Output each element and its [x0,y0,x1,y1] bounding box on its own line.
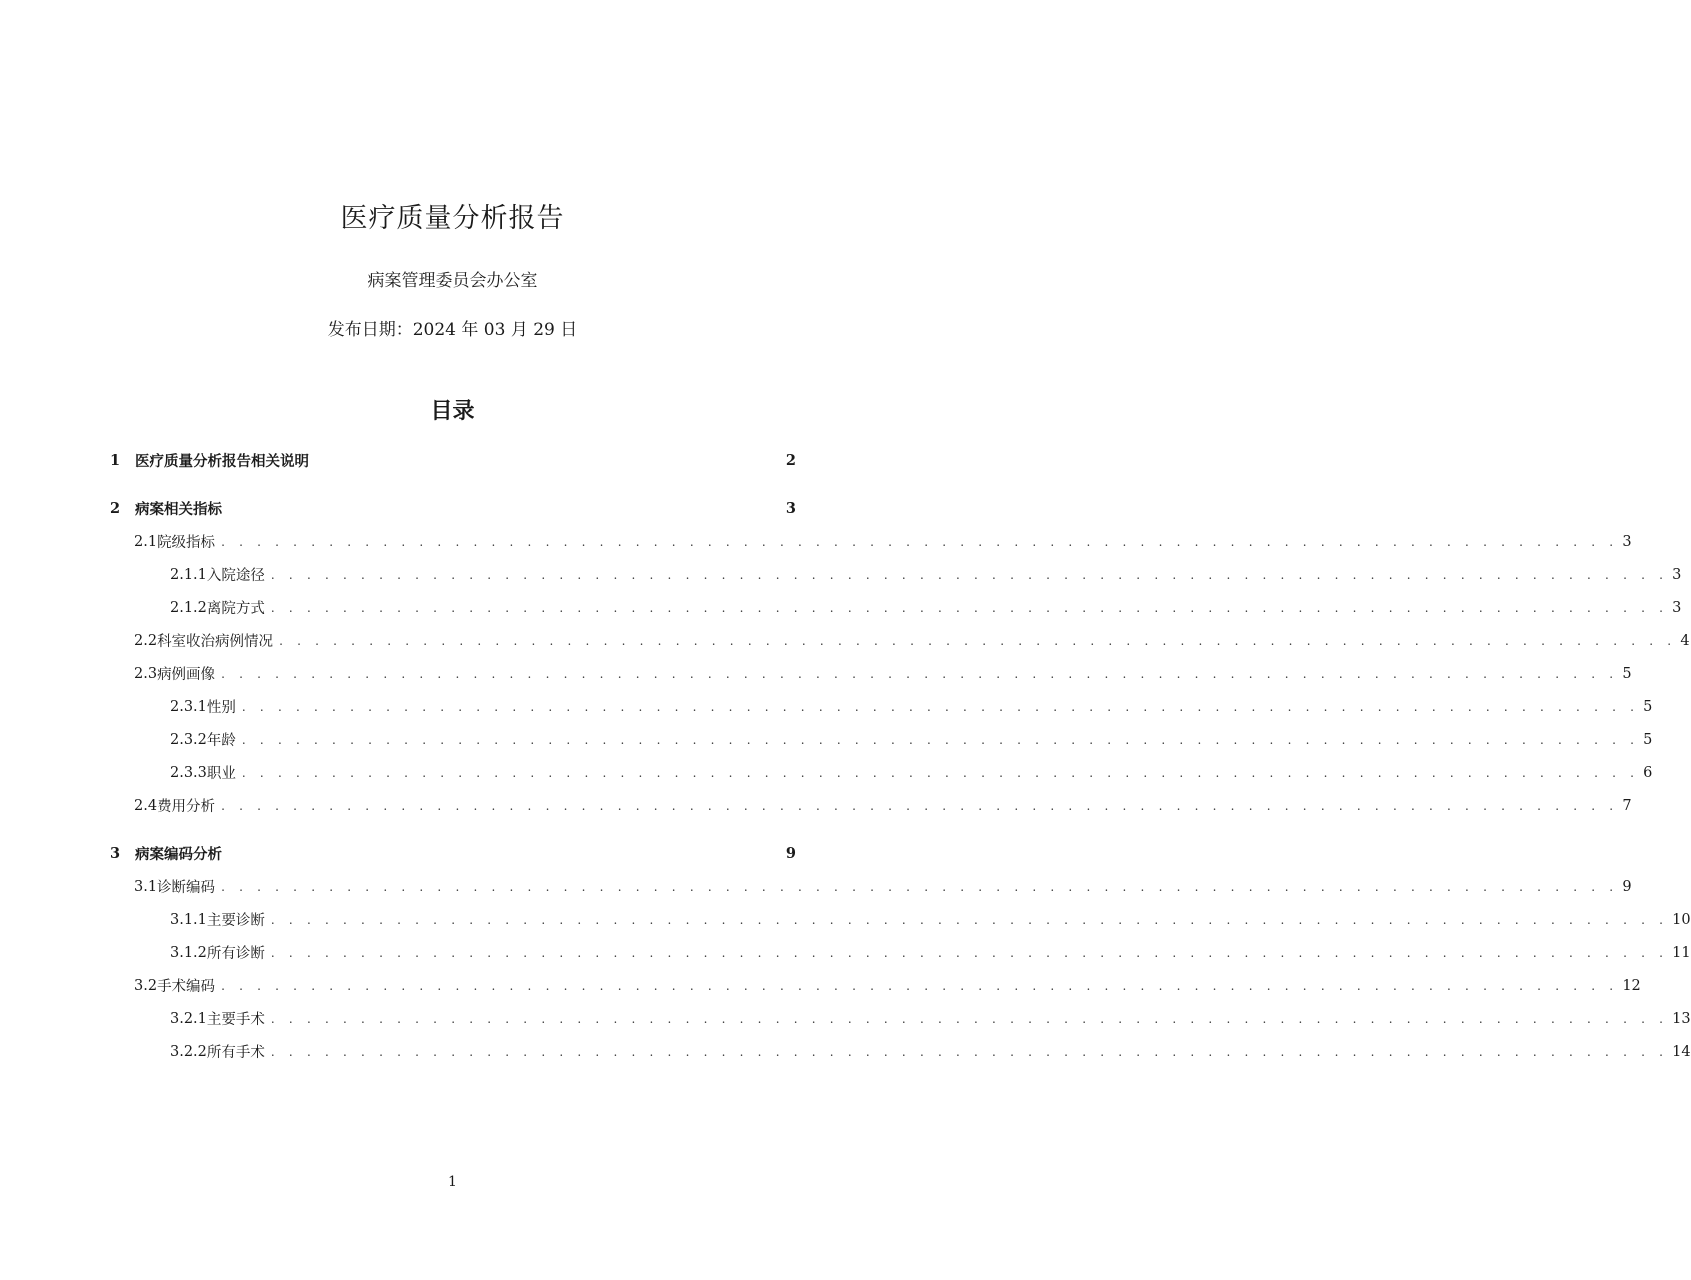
toc-entry-number: 3 [110,844,121,862]
publish-date: 发布日期：2024 年 03 月 29 日 [327,320,578,340]
toc-entry-number: 1 [110,451,121,469]
page-number: 1 [448,1174,457,1190]
toc-entry-page: 11 [1672,944,1691,961]
toc-entry-2-1[interactable] [110,525,1632,558]
toc-entry-page: 13 [1672,1010,1691,1027]
toc-leader-dots: . . . . . . . . . . . . . . . . . . . . . . . . . . . . . . . . . . . . . . . . . . . . . . . . . . . . . . . . . . . . . . . . . . . . . . . . . . . . . . [221,879,1619,894]
toc-entry-page: 6 [1643,764,1653,781]
toc-leader-dots: . . . . . . . . . . . . . . . . . . . . . . . . . . . . . . . . . . . . . . . . . . . . . . . . . . . . . . . . . . . . . . . . . . . . . . . . . . . . . . [270,945,1669,960]
toc-entry-label: 院级指标 [157,535,216,551]
toc-leader-dots: . . . . . . . . . . . . . . . . . . . . . . . . . . . . . . . . . . . . . . . . . . . . . . . . . . . . . . . . . . . . . . . . . . . . . . . . . . . . . . [270,600,1669,615]
toc-entry-label: 年龄 [206,733,236,749]
toc-entry-page: 3 [785,499,796,517]
toc-entry-3-1-1[interactable] [110,903,1691,936]
toc-entry-number: 2.1.2 [170,599,207,616]
toc-leader-dots: . . . . . . . . . . . . . . . . . . . . . . . . . . . . . . . . . . . . . . . . . . . . . . . . . . . . . . . . . . . . . . . . . . . . . . . . . . . . . . [221,978,1619,993]
toc-entry-number: 2.3.3 [170,764,207,781]
toc-entry-label: 科室收治病例情况 [157,634,274,650]
toc-entry-page: 12 [1622,977,1641,994]
toc-heading: 目录 [430,399,475,424]
toc-entry-number: 3.2.1 [170,1010,207,1027]
toc-entry-number: 2.1.1 [170,566,207,583]
toc-entry-page: 3 [1672,599,1682,616]
toc-entry-label: 所有手术 [206,1045,265,1061]
toc-entry-page: 5 [1643,731,1653,748]
toc-entry-3-1-2[interactable] [110,936,1691,969]
organization: 病案管理委员会办公室 [367,271,538,291]
toc-entry-number: 3.1.2 [170,944,207,961]
toc-entry-number: 2 [110,499,121,517]
toc-leader-dots: . . . . . . . . . . . . . . . . . . . . . . . . . . . . . . . . . . . . . . . . . . . . . . . . . . . . . . . . . . . . . . . . . . . . . . . . . . . . . . [270,567,1669,582]
toc-entry-label: 职业 [206,766,236,782]
toc-entry-page: 3 [1622,533,1632,550]
toc-leader-dots: . . . . . . . . . . . . . . . . . . . . . . . . . . . . . . . . . . . . . . . . . . . . . . . . . . . . . . . . . . . . . . . . . . . . . . . . . . . . . . [241,732,1640,747]
toc-entry-number: 2.4 [134,797,158,814]
toc-entry-2-3-1[interactable] [110,690,1653,723]
toc-entry-label: 主要诊断 [206,913,265,929]
toc-entry-page: 3 [1672,566,1682,583]
toc-leader-dots: . . . . . . . . . . . . . . . . . . . . . . . . . . . . . . . . . . . . . . . . . . . . . . . . . . . . . . . . . . . . . . . . . . . . . . . . . . . . . . [270,1011,1669,1026]
toc-entry-label: 手术编码 [157,979,216,995]
toc-entry-2-1-1[interactable] [110,558,1682,591]
toc-entry-number: 3.2.2 [170,1043,207,1060]
toc-entry-label: 医疗质量分析报告相关说明 [135,452,309,470]
toc-entry-page: 14 [1672,1043,1691,1060]
toc-entry-label: 离院方式 [206,601,265,617]
toc-entry-2-3-3[interactable] [110,756,1653,789]
toc-leader-dots: . . . . . . . . . . . . . . . . . . . . . . . . . . . . . . . . . . . . . . . . . . . . . . . . . . . . . . . . . . . . . . . . . . . . . . . . . . . . . . [221,798,1619,813]
toc-entry-number: 3.1 [134,878,158,895]
toc-entry-page: 2 [785,451,796,469]
toc-entry-3-2-2[interactable] [110,1035,1691,1068]
toc-leader-dots: . . . . . . . . . . . . . . . . . . . . . . . . . . . . . . . . . . . . . . . . . . . . . . . . . . . . . . . . . . . . . . . . . . . . . . . . . . . . . . [270,912,1669,927]
toc-entry-2-3[interactable] [110,657,1632,690]
document-title: 医疗质量分析报告 [340,203,565,234]
toc-entry-label: 入院途径 [206,568,265,584]
toc-entry-number: 2.3.2 [170,731,207,748]
toc-entry-label: 性别 [206,700,236,716]
toc-entry-2[interactable] [110,491,796,525]
table-of-contents [110,443,1691,1068]
toc-leader-dots: . . . . . . . . . . . . . . . . . . . . . . . . . . . . . . . . . . . . . . . . . . . . . . . . . . . . . . . . . . . . . . . . . . . . . . . . . . . . . . [221,666,1619,681]
toc-entry-page: 5 [1643,698,1653,715]
toc-entry-page: 4 [1680,632,1690,649]
toc-entry-number: 2.3.1 [170,698,207,715]
toc-entry-number: 3.1.1 [170,911,207,928]
toc-entry-label: 所有诊断 [206,946,265,962]
toc-entry-label: 病例画像 [157,667,216,683]
toc-entry-3-2[interactable] [110,969,1641,1002]
toc-entry-label: 病案编码分析 [135,845,222,863]
toc-entry-page: 7 [1622,797,1632,814]
toc-entry-number: 2.3 [134,665,158,682]
toc-entry-2-1-2[interactable] [110,591,1682,624]
toc-entry-label: 主要手术 [206,1012,265,1028]
toc-leader-dots: . . . . . . . . . . . . . . . . . . . . . . . . . . . . . . . . . . . . . . . . . . . . . . . . . . . . . . . . . . . . . . . . . . . . . . . . . . . . . . [270,1044,1669,1059]
toc-entry-3-1[interactable] [110,870,1632,903]
toc-entry-number: 3.2 [134,977,158,994]
toc-entry-page: 5 [1622,665,1632,682]
toc-entry-2-4[interactable] [110,789,1632,822]
toc-entry-page: 9 [785,844,796,862]
toc-leader-dots: . . . . . . . . . . . . . . . . . . . . . . . . . . . . . . . . . . . . . . . . . . . . . . . . . . . . . . . . . . . . . . . . . . . . . . . . . . . . . . [241,765,1640,780]
toc-entry-1[interactable] [110,443,796,477]
toc-entry-page: 10 [1672,911,1691,928]
toc-entry-2-2[interactable] [110,624,1690,657]
toc-entry-number: 2.2 [134,632,158,649]
toc-entry-label: 病案相关指标 [135,500,222,518]
toc-leader-dots: . . . . . . . . . . . . . . . . . . . . . . . . . . . . . . . . . . . . . . . . . . . . . . . . . . . . . . . . . . . . . . . . . . . . . . . . . . . . . . [241,699,1640,714]
toc-entry-label: 费用分析 [157,799,216,815]
toc-entry-label: 诊断编码 [157,880,216,896]
toc-entry-3-2-1[interactable] [110,1002,1691,1035]
toc-entry-3[interactable] [110,836,796,870]
toc-entry-2-3-2[interactable] [110,723,1653,756]
toc-leader-dots: . . . . . . . . . . . . . . . . . . . . . . . . . . . . . . . . . . . . . . . . . . . . . . . . . . . . . . . . . . . . . . . . . . . . . . . . . . . . . . [221,534,1619,549]
toc-entry-page: 9 [1622,878,1632,895]
toc-leader-dots: . . . . . . . . . . . . . . . . . . . . . . . . . . . . . . . . . . . . . . . . . . . . . . . . . . . . . . . . . . . . . . . . . . . . . . . . . . . . . . [279,633,1677,648]
toc-entry-number: 2.1 [134,533,158,550]
